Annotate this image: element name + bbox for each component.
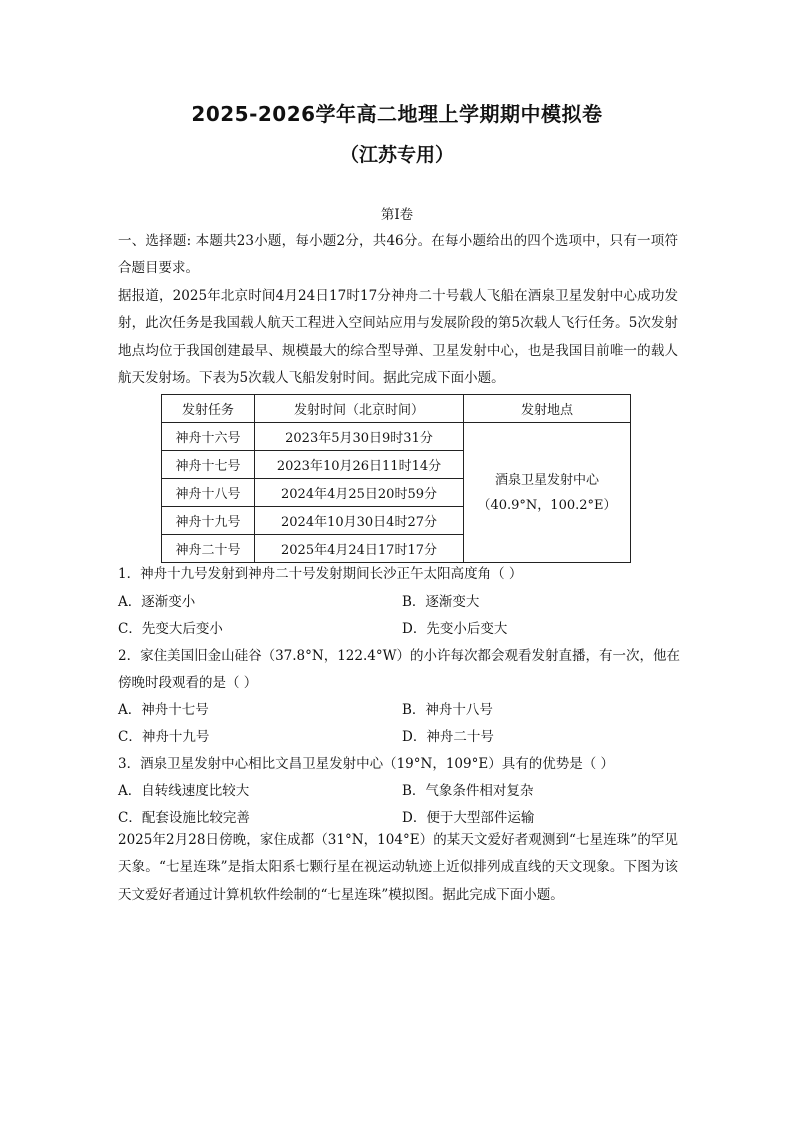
header-site: 发射地点: [464, 395, 631, 423]
question-3-option-d[interactable]: D．便于大型部件运输: [402, 810, 535, 826]
volume-label: 第I卷: [380, 207, 414, 223]
time-cell: 2023年10月26日11时14分: [255, 451, 464, 479]
launch-table: [161, 394, 631, 563]
time-cell: 2025年4月24日17时17分: [255, 535, 464, 563]
site-coords: （40.9°N，100.2°E）: [477, 497, 617, 513]
question-2-option-c[interactable]: C．神舟十九号: [118, 729, 210, 745]
question-1-option-b[interactable]: B．逐渐变大: [402, 594, 480, 610]
section-instructions: 一、选择题: 本题共23小题，每小题2分，共46分。在每小题给出的四个选项中，只有一项符合题目要求。: [118, 233, 678, 277]
mission-cell: 神舟十九号: [162, 507, 255, 535]
question-2-option-d[interactable]: D．神舟二十号: [402, 729, 494, 745]
exam-title: 2025-2026学年高二地理上学期期中模拟卷: [191, 102, 603, 126]
question-2-stem-line1: 2．家住美国旧金山硅谷（37.8°N，122.4°W）的小许每次都会观看发射直播，有一次，他在: [118, 648, 680, 664]
question-1-option-c[interactable]: C．先变大后变小: [118, 621, 223, 637]
header-time: 发射时间（北京时间）: [255, 395, 464, 423]
question-1-option-d[interactable]: D．先变小后变大: [402, 621, 508, 637]
site-name: 酒泉卫星发射中心: [494, 472, 599, 488]
mission-cell: 神舟二十号: [162, 535, 255, 563]
question-2-option-a[interactable]: A．神舟十七号: [118, 702, 209, 718]
question-3-stem: 3．酒泉卫星发射中心相比文昌卫星发射中心（19°N，109°E）具有的优势是（ ）: [118, 756, 614, 772]
header-mission: 发射任务: [162, 395, 255, 423]
question-3-option-c[interactable]: C．配套设施比较完善: [118, 810, 250, 826]
table-row: [162, 423, 631, 451]
question-1-stem: 1．神舟十九号发射到神舟二十号发射期间长沙正午太阳高度角（ ）: [118, 566, 523, 582]
time-cell: 2023年5月30日9时31分: [255, 423, 464, 451]
mission-cell: 神舟十六号: [162, 423, 255, 451]
question-1-option-a[interactable]: A．逐渐变小: [118, 594, 196, 610]
site-cell: [464, 423, 631, 563]
question-3-option-a[interactable]: A．自转线速度比较大: [118, 783, 250, 799]
table-header-row: [162, 395, 631, 423]
passage-seven-planets: 2025年2月28日傍晚，家住成都（31°N，104°E）的某天文爱好者观测到“七星连珠”的罕见天象。“七星连珠”是指太阳系七颗行星在视运动轨迹上近似排列成直线的天文现象。下图为该天文爱好者通过计算机软件绘制的“七星连珠”模拟图。据此完成下面小题。: [118, 832, 678, 903]
mission-cell: 神舟十七号: [162, 451, 255, 479]
question-3-option-b[interactable]: B．气象条件相对复杂: [402, 783, 534, 799]
question-2-stem-line2: 傍晚时段观看的是（ ）: [118, 675, 258, 691]
question-2-option-b[interactable]: B．神舟十八号: [402, 702, 493, 718]
mission-cell: 神舟十八号: [162, 479, 255, 507]
time-cell: 2024年4月25日20时59分: [255, 479, 464, 507]
time-cell: 2024年10月30日4时27分: [255, 507, 464, 535]
passage-shenzhou: 据报道，2025年北京时间4月24日17时17分神舟二十号载人飞船在酒泉卫星发射中心成功发射，此次任务是我国载人航天工程进入空间站应用与发展阶段的第5次载人飞行任务。5次发射地点均位于我国创建最早、规模最大的综合型导弹、卫星发射中心，也是我国目前唯一的载人航天发射场。下表为5次载人飞船发射时间。据此完成下面小题。: [118, 288, 678, 386]
exam-subtitle: （江苏专用）: [339, 144, 454, 166]
